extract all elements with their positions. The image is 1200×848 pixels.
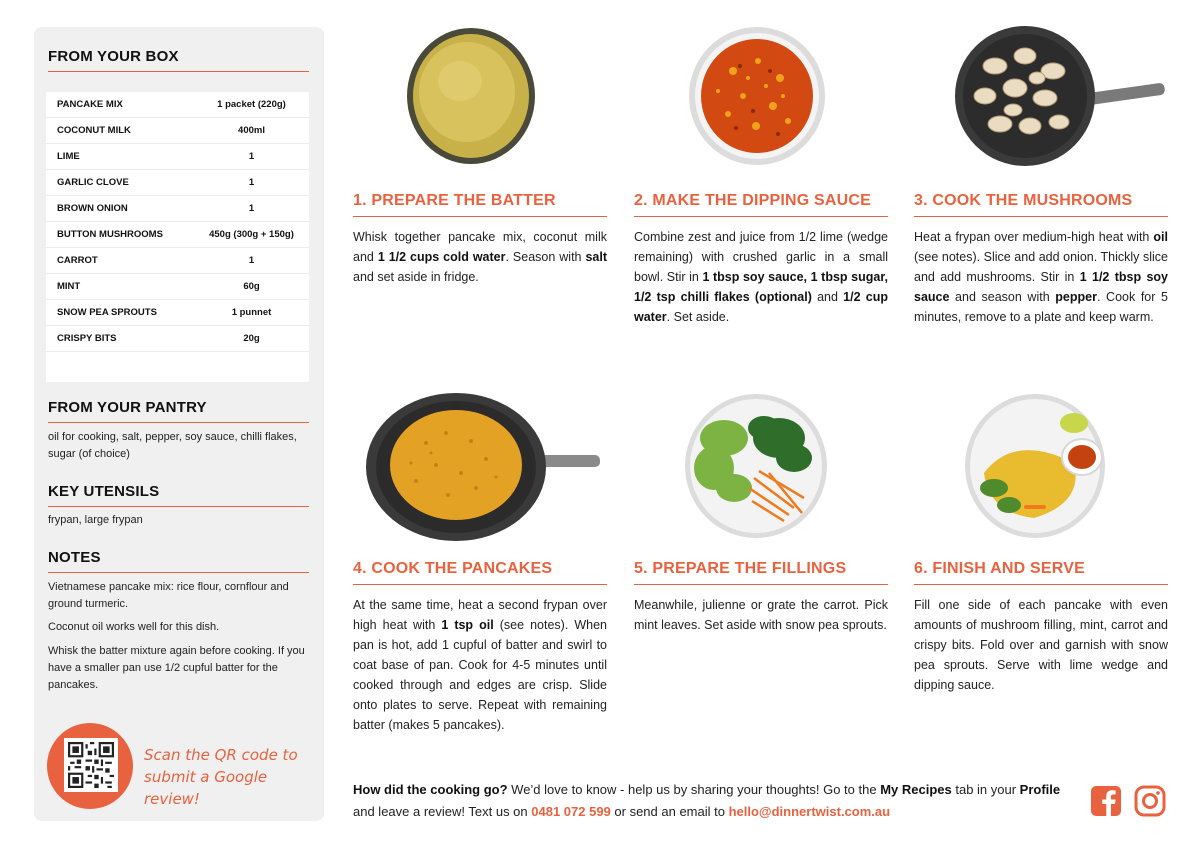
bold-text: How did the cooking go? — [353, 782, 508, 797]
facebook-icon[interactable] — [1090, 785, 1122, 817]
step-3-title: 3. COOK THE MUSHROOMS — [914, 192, 1133, 209]
bold-text: 1 tbsp soy sauce, 1 tbsp sugar, 1/2 tsp chilli flakes (optional) — [634, 270, 888, 304]
instagram-icon[interactable] — [1134, 785, 1166, 817]
text-run: Fill one side of each pancake with even amounts of mushroom filling, mint, carrot and crispy bits. Fold over and garnish with snow pea sprouts. Serve with lime wedge and dipping sauce. — [914, 598, 1168, 692]
text-run: Heat a frypan over medium-high heat with — [914, 230, 1154, 244]
ingredient-qty: 1 punnet — [231, 307, 272, 318]
ingredient-qty: 1 packet (220g) — [217, 99, 286, 110]
bold-text: 1 tsp oil — [441, 618, 494, 632]
served-pancake-image — [964, 393, 1107, 539]
ingredient-name: CARROT — [57, 255, 98, 266]
ingredient-row — [46, 170, 309, 196]
text-run: Meanwhile, julienne or grate the carrot. Pick mint leaves. Set aside with snow pea sprouts. — [634, 598, 888, 632]
step-6-text — [914, 595, 1168, 695]
text-run: and — [811, 290, 844, 304]
contact-link[interactable]: hello@dinnertwist.com.au — [728, 804, 891, 819]
text-run: . Season with — [505, 250, 586, 264]
note-text: Whisk the batter mixture again before cooking. If you have a smaller pan use 1/2 cupful batter for the pancakes. — [48, 645, 305, 691]
ingredients-table — [46, 92, 309, 382]
batter-bowl-image — [405, 26, 537, 166]
bold-text: 1 1/2 cups cold water — [377, 250, 506, 264]
ingredient-qty: 20g — [243, 333, 260, 344]
ingredient-qty: 1 — [248, 151, 255, 162]
step-2-text — [634, 227, 888, 327]
pancake-pan-image — [366, 393, 601, 541]
ingredients-sidebar — [34, 27, 324, 821]
step-5-text — [634, 595, 888, 635]
ingredient-name: MINT — [57, 281, 81, 292]
ingredient-qty: 1 — [248, 203, 255, 214]
step-divider — [353, 584, 607, 585]
section-divider — [48, 572, 309, 573]
text-run: Combine zest and juice from 1/2 lime (wedge remaining) with crushed garlic in a small bowl. Stir in — [634, 230, 888, 284]
step-4-text — [353, 595, 607, 735]
text-run: We’d love to know - help us by sharing your thoughts! Go to the — [507, 782, 881, 797]
ingredient-qty: 60g — [243, 281, 260, 292]
section-divider — [48, 506, 309, 507]
qr-caption — [144, 744, 314, 810]
text-run: or send an email to — [610, 804, 729, 819]
text-run: and leave a review! Text us on — [353, 804, 532, 819]
ingredient-row — [46, 222, 309, 248]
note-text: Coconut oil works well for this dish. — [48, 621, 220, 633]
ingredient-row — [46, 248, 309, 274]
ingredient-qty: 1 — [248, 255, 255, 266]
text-run: At the same time, heat a second frypan over high heat with — [353, 598, 607, 632]
ingredient-row — [46, 196, 309, 222]
qr-code-icon — [68, 742, 114, 788]
bold-text: 1/2 cup water — [634, 290, 888, 324]
text-run: (see notes). Slice and add onion. Thickly slice and add mushrooms. Stir in — [914, 250, 1168, 284]
ingredient-name: COCONUT MILK — [57, 125, 131, 136]
bold-text: Profile — [1019, 782, 1061, 797]
ingredient-row — [46, 274, 309, 300]
text-run: . Cook for 5 minutes, remove to a plate and keep warm. — [914, 290, 1168, 324]
qr-caption-line: Scan the QR code to — [144, 746, 298, 764]
dipping-sauce-bowl-image — [688, 26, 826, 166]
note-text: Vietnamese pancake mix: rice flour, cornflour and ground turmeric. — [48, 581, 289, 610]
text-run: tab in your — [951, 782, 1020, 797]
ingredient-qty: 400ml — [238, 125, 265, 136]
step-2-title: 2. MAKE THE DIPPING SAUCE — [634, 192, 872, 209]
from-your-pantry-title: FROM YOUR PANTRY — [48, 399, 207, 416]
text-run: (see notes). When pan is hot, add 1 cupful of batter and swirl to coat base of pan. Cook for 4-5 minutes until cooked through and edges are crisp. Slide onto plates to serve. Repeat with remaining batter (makes 5 pancakes). — [353, 618, 608, 732]
bold-text: 1 1/2 tbsp soy sauce — [914, 270, 1168, 304]
text-run: . Set aside. — [666, 310, 730, 324]
qr-caption-line: submit a Google review! — [144, 768, 268, 808]
ingredient-name: BUTTON MUSHROOMS — [57, 229, 163, 240]
section-divider — [48, 422, 309, 423]
text-run: and season with — [949, 290, 1056, 304]
step-divider — [634, 584, 888, 585]
qr-code[interactable] — [64, 738, 118, 792]
text-run: and set aside in fridge. — [353, 270, 479, 284]
section-divider — [48, 71, 309, 72]
step-divider — [914, 216, 1168, 217]
ingredient-name: SNOW PEA SPROUTS — [57, 307, 157, 318]
ingredient-row — [46, 326, 309, 352]
ingredient-row — [46, 300, 309, 326]
bold-text: My Recipes — [880, 782, 952, 797]
ingredient-name: PANCAKE MIX — [57, 99, 123, 110]
mushroom-pan-image — [955, 26, 1168, 166]
ingredient-qty: 1 — [248, 177, 255, 188]
ingredient-name: GARLIC CLOVE — [57, 177, 129, 188]
ingredient-row — [46, 144, 309, 170]
step-divider — [634, 216, 888, 217]
step-1-title: 1. PREPARE THE BATTER — [353, 192, 556, 209]
key-utensils-title: KEY UTENSILS — [48, 483, 160, 500]
step-4-title: 4. COOK THE PANCAKES — [353, 560, 553, 577]
fillings-plate-image — [684, 393, 829, 539]
step-divider — [353, 216, 607, 217]
text-run: Whisk together pancake mix, coconut milk and — [353, 230, 607, 264]
review-prompt — [353, 779, 1073, 823]
bold-text: pepper — [1055, 290, 1097, 304]
contact-link[interactable]: 0481 072 599 — [531, 804, 611, 819]
bold-text: salt — [585, 250, 607, 264]
step-6-title: 6. FINISH AND SERVE — [914, 560, 1085, 577]
step-3-text — [914, 227, 1168, 327]
step-5-title: 5. PREPARE THE FILLINGS — [634, 560, 847, 577]
bold-text: oil — [1153, 230, 1168, 244]
notes-title: NOTES — [48, 549, 101, 566]
step-divider — [914, 584, 1168, 585]
ingredient-name: BROWN ONION — [57, 203, 128, 214]
pantry-text: oil for cooking, salt, pepper, soy sauce, chilli flakes, sugar (of choice) — [48, 431, 297, 460]
qr-badge — [47, 723, 133, 809]
utensils-text: frypan, large frypan — [48, 514, 143, 526]
ingredient-name: CRISPY BITS — [57, 333, 117, 344]
ingredient-qty: 450g (300g + 150g) — [209, 229, 294, 240]
from-your-box-title: FROM YOUR BOX — [48, 48, 179, 65]
ingredient-row — [46, 92, 309, 118]
step-1-text — [353, 227, 607, 287]
ingredient-row — [46, 118, 309, 144]
ingredient-name: LIME — [57, 151, 80, 162]
